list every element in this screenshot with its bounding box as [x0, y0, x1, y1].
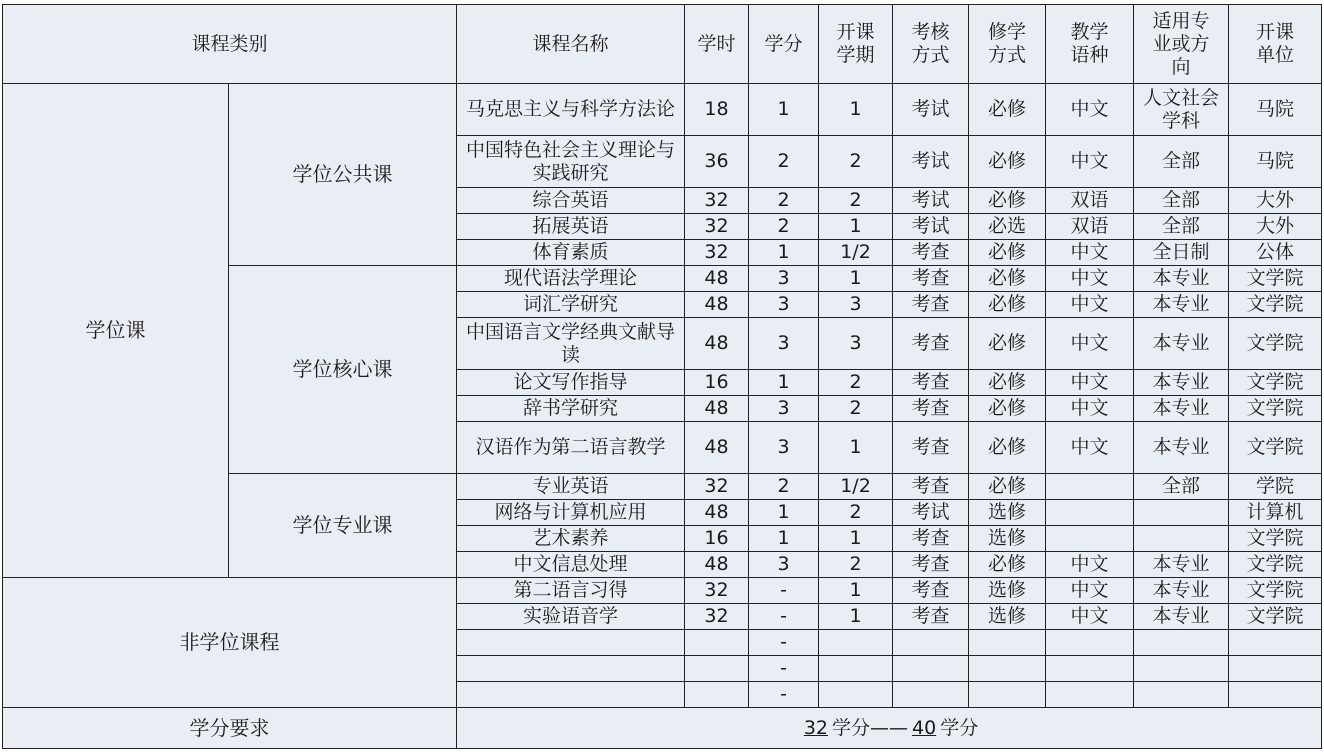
- course-major: 全部: [1134, 474, 1229, 500]
- course-term: 1/2: [819, 474, 893, 500]
- course-hours: 32: [685, 604, 749, 630]
- course-unit: 文学院: [1229, 292, 1322, 318]
- course-major: 本专业: [1134, 292, 1229, 318]
- course-exam: 考查: [893, 552, 969, 578]
- course-name: [457, 682, 685, 708]
- course-hours: 18: [685, 84, 749, 136]
- course-name: 论文写作指导: [457, 370, 685, 396]
- course-hours: 48: [685, 292, 749, 318]
- course-unit: 文学院: [1229, 552, 1322, 578]
- course-exam: 考查: [893, 474, 969, 500]
- course-credits: 2: [749, 188, 819, 214]
- course-term: 1: [819, 604, 893, 630]
- course-credits: -: [749, 656, 819, 682]
- course-mode: [969, 682, 1046, 708]
- max-credits-unit: 学分: [940, 716, 979, 739]
- course-exam: 考查: [893, 396, 969, 422]
- course-mode: 必修: [969, 370, 1046, 396]
- course-credits: 3: [749, 552, 819, 578]
- course-lang: 双语: [1046, 188, 1134, 214]
- course-hours: 48: [685, 422, 749, 474]
- course-major: 全部: [1134, 188, 1229, 214]
- course-lang: [1046, 526, 1134, 552]
- table-row: [3, 84, 1322, 136]
- course-hours: 32: [685, 240, 749, 266]
- max-credits: 40: [912, 716, 937, 739]
- course-exam: 考试: [893, 500, 969, 526]
- course-exam: [893, 682, 969, 708]
- course-credits: 3: [749, 318, 819, 370]
- course-unit: [1229, 656, 1322, 682]
- header-unit: 开课 单位: [1229, 5, 1322, 84]
- course-hours: 16: [685, 370, 749, 396]
- course-term: 1: [819, 84, 893, 136]
- table-row: [3, 578, 1322, 604]
- course-hours: [685, 630, 749, 656]
- course-major: 全部: [1134, 214, 1229, 240]
- course-unit: 大外: [1229, 214, 1322, 240]
- course-unit: 大外: [1229, 188, 1322, 214]
- course-credits: 1: [749, 500, 819, 526]
- requirement-row: [3, 708, 1322, 749]
- course-hours: [685, 682, 749, 708]
- course-term: 1: [819, 214, 893, 240]
- course-name: 词汇学研究: [457, 292, 685, 318]
- course-mode: 选修: [969, 526, 1046, 552]
- course-mode: 必修: [969, 136, 1046, 188]
- course-name: 中文信息处理: [457, 552, 685, 578]
- course-major: [1134, 526, 1229, 552]
- category-major: 学位专业课: [229, 474, 457, 578]
- header-applicable-major: 适用专 业或方 向: [1134, 5, 1229, 84]
- header-row: [3, 5, 1322, 84]
- course-credits: 2: [749, 214, 819, 240]
- course-lang: 中文: [1046, 396, 1134, 422]
- course-major: [1134, 500, 1229, 526]
- course-name: 综合英语: [457, 188, 685, 214]
- course-exam: 考试: [893, 214, 969, 240]
- course-lang: 中文: [1046, 370, 1134, 396]
- course-unit: 公体: [1229, 240, 1322, 266]
- course-major: 本专业: [1134, 578, 1229, 604]
- course-credits: -: [749, 682, 819, 708]
- category-nondegree: 非学位课程: [3, 578, 457, 708]
- requirement-label: 学分要求: [3, 708, 457, 749]
- course-mode: 必修: [969, 422, 1046, 474]
- course-lang: [1046, 630, 1134, 656]
- course-major: 本专业: [1134, 266, 1229, 292]
- course-exam: 考查: [893, 318, 969, 370]
- category-degree: 学位课: [3, 84, 229, 578]
- course-lang: [1046, 656, 1134, 682]
- course-major: 本专业: [1134, 422, 1229, 474]
- requirement-value: [457, 708, 1322, 749]
- course-term: 1: [819, 578, 893, 604]
- course-hours: 48: [685, 318, 749, 370]
- course-term: 3: [819, 292, 893, 318]
- course-exam: 考查: [893, 422, 969, 474]
- course-lang: 中文: [1046, 422, 1134, 474]
- course-name: 马克思主义与科学方法论: [457, 84, 685, 136]
- course-term: 2: [819, 396, 893, 422]
- course-unit: 文学院: [1229, 266, 1322, 292]
- header-exam: 考核 方式: [893, 5, 969, 84]
- course-exam: 考试: [893, 188, 969, 214]
- course-major: 本专业: [1134, 396, 1229, 422]
- course-lang: 中文: [1046, 136, 1134, 188]
- course-hours: 48: [685, 266, 749, 292]
- header-hours: 学时: [685, 5, 749, 84]
- course-unit: 学院: [1229, 474, 1322, 500]
- course-unit: [1229, 630, 1322, 656]
- course-hours: 36: [685, 136, 749, 188]
- course-credits: 3: [749, 422, 819, 474]
- header-mode: 修学 方式: [969, 5, 1046, 84]
- course-term: 2: [819, 370, 893, 396]
- category-core: 学位核心课: [229, 266, 457, 474]
- course-name: 网络与计算机应用: [457, 500, 685, 526]
- course-mode: 选修: [969, 604, 1046, 630]
- course-unit: 文学院: [1229, 318, 1322, 370]
- course-credits: 1: [749, 526, 819, 552]
- course-hours: 16: [685, 526, 749, 552]
- course-name: 第二语言习得: [457, 578, 685, 604]
- course-unit: 马院: [1229, 84, 1322, 136]
- course-exam: [893, 630, 969, 656]
- course-unit: 文学院: [1229, 422, 1322, 474]
- course-credits: 3: [749, 292, 819, 318]
- course-name: 现代语法学理论: [457, 266, 685, 292]
- course-term: 2: [819, 500, 893, 526]
- course-exam: 考试: [893, 136, 969, 188]
- course-mode: [969, 656, 1046, 682]
- course-term: 2: [819, 188, 893, 214]
- header-credits: 学分: [749, 5, 819, 84]
- course-mode: 选修: [969, 500, 1046, 526]
- course-hours: [685, 656, 749, 682]
- course-major: [1134, 630, 1229, 656]
- min-credits: 32: [803, 716, 828, 739]
- course-term: [819, 630, 893, 656]
- course-hours: 48: [685, 396, 749, 422]
- course-exam: 考查: [893, 526, 969, 552]
- min-credits-unit: 学分——: [832, 716, 909, 739]
- course-credits: 1: [749, 240, 819, 266]
- course-major: 本专业: [1134, 552, 1229, 578]
- course-unit: 文学院: [1229, 604, 1322, 630]
- course-mode: 必选: [969, 214, 1046, 240]
- course-name: 中国特色社会主义理论与实践研究: [457, 136, 685, 188]
- course-major: 全日制: [1134, 240, 1229, 266]
- header-language: 教学 语种: [1046, 5, 1134, 84]
- course-hours: 48: [685, 500, 749, 526]
- course-exam: 考查: [893, 292, 969, 318]
- course-term: [819, 656, 893, 682]
- course-lang: 双语: [1046, 214, 1134, 240]
- course-mode: 必修: [969, 318, 1046, 370]
- course-major: [1134, 656, 1229, 682]
- course-major: [1134, 682, 1229, 708]
- course-hours: 48: [685, 552, 749, 578]
- course-lang: 中文: [1046, 240, 1134, 266]
- course-term: 2: [819, 552, 893, 578]
- course-name: 辞书学研究: [457, 396, 685, 422]
- course-unit: 文学院: [1229, 396, 1322, 422]
- course-hours: 32: [685, 474, 749, 500]
- course-lang: [1046, 682, 1134, 708]
- course-mode: [969, 630, 1046, 656]
- course-term: [819, 682, 893, 708]
- course-credits: 1: [749, 370, 819, 396]
- course-lang: [1046, 474, 1134, 500]
- course-major: 本专业: [1134, 604, 1229, 630]
- course-lang: 中文: [1046, 578, 1134, 604]
- course-name: 体育素质: [457, 240, 685, 266]
- course-major: 人文社会学科: [1134, 84, 1229, 136]
- course-unit: [1229, 682, 1322, 708]
- course-lang: 中文: [1046, 266, 1134, 292]
- course-lang: 中文: [1046, 318, 1134, 370]
- course-major: 本专业: [1134, 318, 1229, 370]
- course-term: 3: [819, 318, 893, 370]
- course-exam: 考查: [893, 240, 969, 266]
- course-credits: 2: [749, 136, 819, 188]
- course-term: 1: [819, 526, 893, 552]
- course-mode: 必修: [969, 266, 1046, 292]
- course-credits: -: [749, 604, 819, 630]
- course-mode: 必修: [969, 292, 1046, 318]
- course-major: 全部: [1134, 136, 1229, 188]
- course-mode: 必修: [969, 552, 1046, 578]
- course-mode: 必修: [969, 188, 1046, 214]
- course-exam: 考查: [893, 266, 969, 292]
- header-course-name: 课程名称: [457, 5, 685, 84]
- course-name: 中国语言文学经典文献导读: [457, 318, 685, 370]
- course-credits: 1: [749, 84, 819, 136]
- course-credits: 2: [749, 474, 819, 500]
- course-name: 艺术素养: [457, 526, 685, 552]
- course-name: [457, 656, 685, 682]
- course-term: 2: [819, 136, 893, 188]
- course-term: 1: [819, 266, 893, 292]
- course-name: [457, 630, 685, 656]
- course-name: 专业英语: [457, 474, 685, 500]
- course-name: 拓展英语: [457, 214, 685, 240]
- course-lang: [1046, 500, 1134, 526]
- course-lang: 中文: [1046, 292, 1134, 318]
- course-credits: -: [749, 630, 819, 656]
- course-name: 实验语音学: [457, 604, 685, 630]
- course-unit: 马院: [1229, 136, 1322, 188]
- course-unit: 计算机: [1229, 500, 1322, 526]
- course-mode: 选修: [969, 578, 1046, 604]
- course-mode: 必修: [969, 240, 1046, 266]
- table-body: [3, 84, 1322, 749]
- course-exam: 考试: [893, 84, 969, 136]
- course-hours: 32: [685, 188, 749, 214]
- category-public: 学位公共课: [229, 84, 457, 266]
- course-exam: 考查: [893, 604, 969, 630]
- course-term: 1: [819, 422, 893, 474]
- header-category: 课程类别: [3, 5, 457, 84]
- course-mode: 必修: [969, 474, 1046, 500]
- course-exam: [893, 656, 969, 682]
- course-unit: 文学院: [1229, 526, 1322, 552]
- course-mode: 必修: [969, 396, 1046, 422]
- course-credits: 3: [749, 396, 819, 422]
- course-hours: 32: [685, 214, 749, 240]
- header-term: 开课 学期: [819, 5, 893, 84]
- course-unit: 文学院: [1229, 370, 1322, 396]
- course-exam: 考查: [893, 370, 969, 396]
- course-mode: 必修: [969, 84, 1046, 136]
- course-term: 1/2: [819, 240, 893, 266]
- course-lang: 中文: [1046, 552, 1134, 578]
- course-lang: 中文: [1046, 84, 1134, 136]
- course-exam: 考查: [893, 578, 969, 604]
- course-lang: 中文: [1046, 604, 1134, 630]
- course-unit: 文学院: [1229, 578, 1322, 604]
- course-major: 本专业: [1134, 370, 1229, 396]
- course-credits: 3: [749, 266, 819, 292]
- curriculum-table: [2, 4, 1322, 749]
- course-hours: 32: [685, 578, 749, 604]
- course-credits: -: [749, 578, 819, 604]
- course-name: 汉语作为第二语言教学: [457, 422, 685, 474]
